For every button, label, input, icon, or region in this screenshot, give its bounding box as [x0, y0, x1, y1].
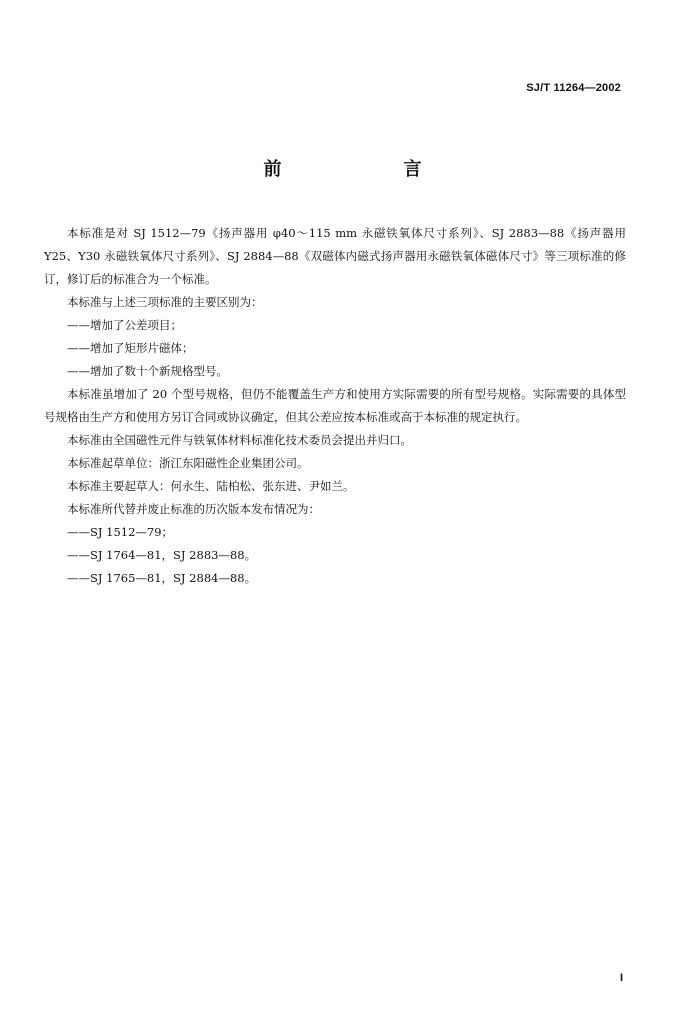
- page-title: 前 言: [263, 159, 474, 180]
- history-item: ——SJ 1512—79；: [67, 525, 174, 539]
- paragraph-drafting-unit: 本标准起草单位：浙江东阳磁性企业集团公司。: [67, 456, 309, 470]
- change-item: ——增加了矩形片磁体；: [67, 341, 194, 355]
- paragraph-main-differences: 本标准与上述三项标准的主要区别为：: [67, 295, 263, 309]
- paragraph-proposer: 本标准由全国磁性元件与铁氧体材料标准化技术委员会提出并归口。: [67, 433, 412, 447]
- paragraph-drafters: 本标准主要起草人：何永生、陆柏松、张东进、尹如兰。: [67, 479, 355, 493]
- foreword-body: [44, 222, 626, 590]
- page-number: I: [619, 972, 623, 984]
- history-item: ——SJ 1764—81，SJ 2883—88。: [67, 548, 257, 562]
- change-item: ——增加了数十个新规格型号。: [67, 364, 228, 378]
- standard-code-header: SJ/T 11264—2002: [526, 82, 621, 94]
- history-item: ——SJ 1765—81，SJ 2884—88。: [67, 571, 257, 585]
- paragraph-revision-scope: 本标准是对 SJ 1512—79《扬声器用 φ40～115 mm 永磁铁氧体尺寸系列》、SJ 2883—88《扬声器用 Y25、Y30 永磁铁氧体尺寸系列》、SJ 2884—88《双磁体内磁式扬声器用永磁铁氧体磁体尺寸》等三项标准的修订，修订后的标准合为一个标准。: [44, 226, 626, 286]
- paragraph-history-intro: 本标准所代替并废止标准的历次版本发布情况为：: [67, 502, 320, 516]
- paragraph-specifications: 本标准虽增加了 20 个型号规格，但仍不能覆盖生产方和使用方实际需要的所有型号规格。实际需要的具体型号规格由生产方和使用方另订合同或协议确定，但其公差应按本标准或高于本标准的规定执行。: [44, 387, 626, 424]
- change-item: ——增加了公差项目；: [67, 318, 182, 332]
